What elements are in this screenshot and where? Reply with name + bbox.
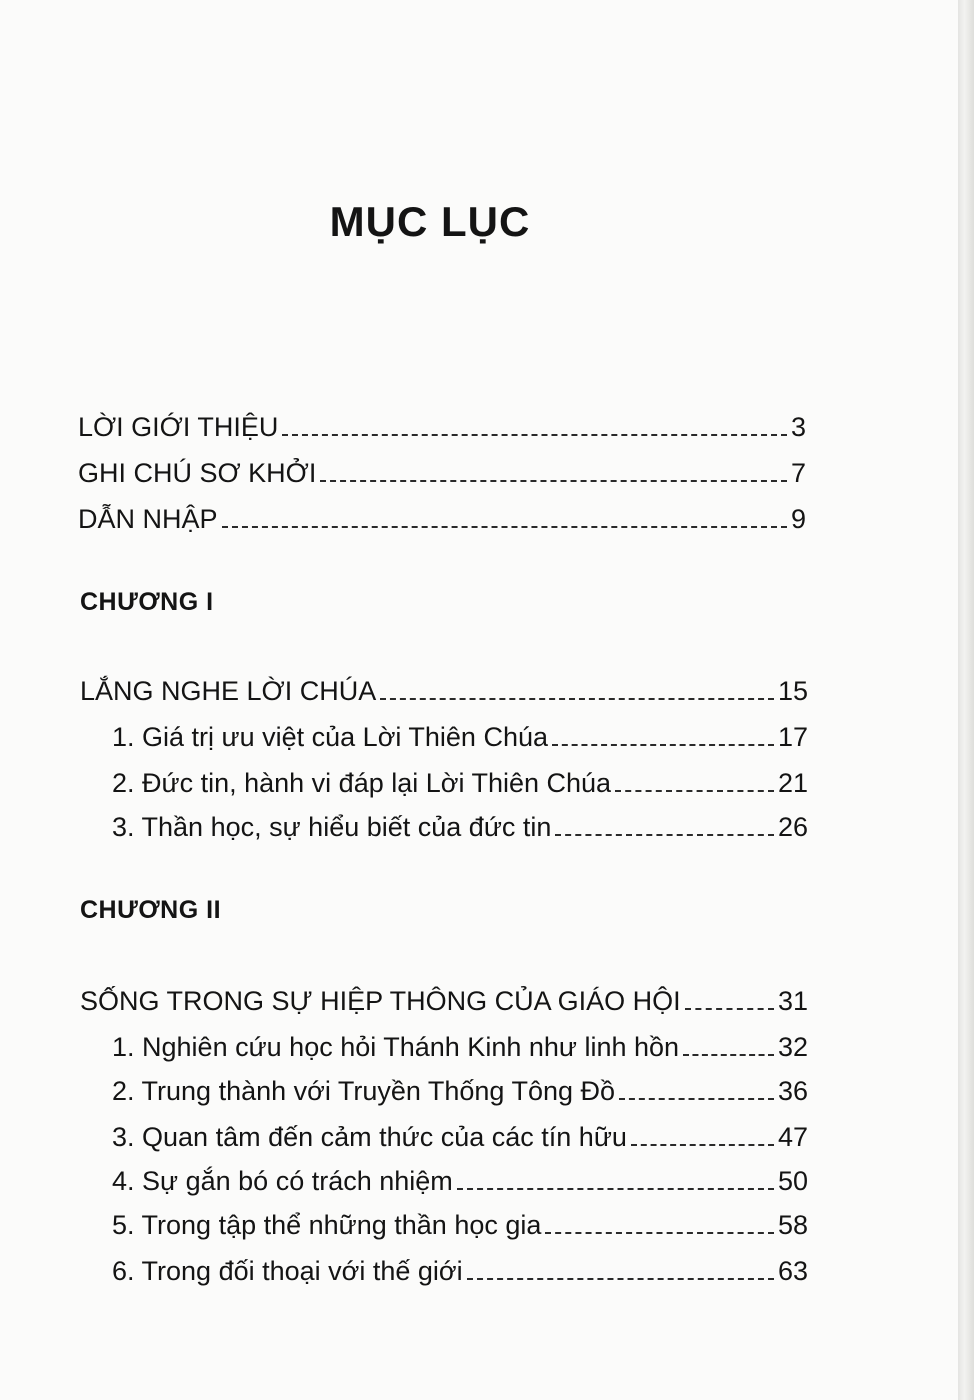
toc-entry-label: 5. Trong tập thể những thần học gia [112, 1210, 542, 1240]
toc-page-number: 26 [777, 812, 808, 842]
toc-entry-label: 2. Trung thành với Truyền Thống Tông Đồ [112, 1076, 616, 1106]
chapter-heading: CHƯƠNG I [80, 588, 214, 616]
page-edge-shadow [958, 0, 974, 1400]
toc-sub-entry [112, 1208, 808, 1242]
toc-page-number: 9 [790, 504, 806, 534]
toc-entry-label: 1. Giá trị ưu việt của Lời Thiên Chúa [112, 722, 548, 752]
dot-leader [685, 1008, 774, 1010]
toc-page-number: 50 [777, 1166, 808, 1196]
dot-leader [555, 834, 774, 836]
dot-leader [619, 1098, 774, 1100]
toc-entry-label: LẮNG NGHE LỜI CHÚA [80, 676, 377, 706]
toc-sub-entry [112, 1164, 808, 1198]
toc-sub-entry [112, 1030, 808, 1064]
toc-entry-label: 3. Quan tâm đến cảm thức của các tín hữu [112, 1122, 627, 1152]
dot-leader [380, 698, 774, 700]
dot-leader [222, 526, 787, 528]
dot-leader [615, 790, 774, 792]
page-title: MỤC LỤC [329, 198, 531, 245]
toc-entry-label: GHI CHÚ SƠ KHỞI [78, 458, 317, 488]
dot-leader [552, 744, 774, 746]
toc-sub-entry [112, 720, 808, 754]
toc-page-number: 32 [777, 1032, 808, 1062]
toc-entry-label: LỜI GIỚI THIỆU [78, 412, 279, 442]
toc-page-number: 3 [790, 412, 806, 442]
toc-entry-label: 6. Trong đối thoại với thế giới [112, 1256, 463, 1286]
toc-entry-label: DẪN NHẬP [78, 504, 218, 534]
toc-entry-ghi-chu-so-khoi [78, 456, 806, 490]
toc-sub-entry [112, 1254, 808, 1288]
toc-page-number: 58 [777, 1210, 808, 1240]
toc-entry-dan-nhap [78, 502, 806, 536]
chapter-heading: CHƯƠNG II [80, 896, 222, 924]
toc-page-number: 47 [777, 1122, 808, 1152]
toc-page-number: 7 [790, 458, 806, 488]
toc-sub-entry [112, 810, 808, 844]
toc-sub-entry [112, 766, 808, 800]
dot-leader [683, 1054, 774, 1056]
toc-page-number: 21 [777, 768, 808, 798]
toc-page-number: 31 [777, 986, 808, 1016]
toc-sub-entry [112, 1120, 808, 1154]
toc-section-entry [80, 984, 808, 1018]
dot-leader [282, 434, 787, 436]
toc-entry-label: 3. Thần học, sự hiểu biết của đức tin [112, 812, 552, 842]
toc-page-number: 17 [777, 722, 808, 752]
toc-entry-label: 2. Đức tin, hành vi đáp lại Lời Thiên Chúa [112, 768, 612, 798]
dot-leader [631, 1144, 774, 1146]
dot-leader [457, 1188, 774, 1190]
toc-entry-loi-gioi-thieu [78, 410, 806, 444]
dot-leader [467, 1278, 774, 1280]
dot-leader [320, 480, 787, 482]
toc-entry-label: 4. Sự gắn bó có trách nhiệm [112, 1166, 453, 1196]
toc-page-number: 63 [777, 1256, 808, 1286]
toc-page-number: 36 [777, 1076, 808, 1106]
toc-page-number: 15 [777, 676, 808, 706]
toc-entry-label: 1. Nghiên cứu học hỏi Thánh Kinh như linh hồn [112, 1032, 680, 1062]
toc-sub-entry [112, 1074, 808, 1108]
toc-entry-label: SỐNG TRONG SỰ HIỆP THÔNG CỦA GIÁO HỘI [80, 986, 681, 1016]
toc-section-entry [80, 674, 808, 708]
dot-leader [545, 1232, 774, 1234]
